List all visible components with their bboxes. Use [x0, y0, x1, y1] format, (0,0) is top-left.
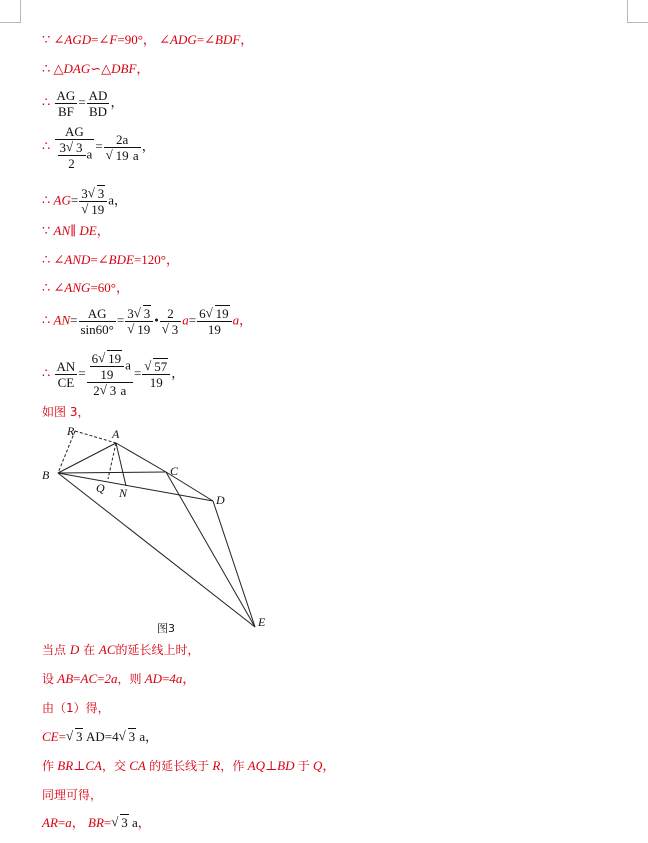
comma: ， — [114, 192, 128, 208]
numerator: AG — [79, 306, 116, 322]
segment-be — [58, 473, 255, 627]
therefore-symbol: ∴ — [42, 252, 51, 267]
figure-caption: 图3 — [157, 622, 175, 635]
fraction-ag-over-sin60 — [79, 306, 116, 337]
text: 当点 — [42, 643, 67, 657]
proof-line-8 — [42, 280, 129, 296]
angle-value: 90° — [124, 32, 143, 47]
proof-line-18: AR=a， BR= √ 3 a， — [42, 814, 151, 830]
angle-adg: ∠ADG — [159, 32, 197, 47]
fraction-2a-over-root19a — [104, 132, 141, 163]
denominator: sin60° — [80, 322, 114, 337]
segment-ar: AR — [42, 815, 58, 830]
radicand: 3 — [97, 186, 105, 201]
text: 的延长线上时， — [115, 643, 200, 657]
angle-value: 120° — [141, 252, 166, 267]
radicand: 3 — [171, 322, 179, 337]
segment-ad: AD — [86, 729, 105, 744]
segment-bc — [58, 472, 166, 473]
angle-agd: ∠AGD — [53, 32, 92, 47]
equals: = — [95, 138, 103, 154]
radicand: 3 — [121, 815, 128, 830]
text: 的延长线于 — [149, 759, 210, 773]
variable-a: a — [131, 815, 138, 830]
comma: ， — [166, 252, 180, 267]
denominator: BF — [57, 104, 74, 119]
comma: ， — [141, 138, 155, 154]
text: ，作 — [220, 759, 245, 773]
proof-line-15: CE= √ 3 AD=4 √ 3 a， — [42, 728, 159, 744]
comma: ， — [136, 61, 150, 76]
coefficient: 2 — [93, 383, 100, 398]
angle-value: 60° — [97, 280, 116, 295]
proof-line-7 — [42, 252, 179, 268]
fraction-3root3-over-root19: 3 √ 3 √ 19 — [125, 306, 153, 337]
equals: = — [133, 365, 142, 381]
comma: ， — [137, 815, 151, 830]
coefficient: 3 — [127, 306, 134, 321]
variable-a: a — [108, 192, 114, 208]
perpendicular-aq-bd: AQ⊥BD — [247, 758, 295, 773]
variable-a: a — [132, 148, 139, 163]
segment-ad: AD — [144, 671, 163, 686]
comma: ， — [322, 758, 336, 773]
equals: = — [116, 312, 125, 328]
segment-aq-dashed — [108, 443, 116, 479]
parallel-statement: AN∥ DE — [53, 223, 97, 238]
therefore-symbol: ∴ — [42, 94, 51, 110]
equals: = — [90, 252, 98, 267]
equals: = — [103, 815, 112, 830]
numerator: AG — [56, 88, 76, 103]
proof-line-4 — [42, 124, 155, 171]
denominator: CE — [57, 375, 75, 390]
numerator: AD — [88, 88, 108, 103]
comma: ， — [110, 94, 124, 110]
comma: ， — [142, 32, 156, 47]
text: 设 — [42, 672, 55, 686]
radicand: 57 — [154, 359, 168, 374]
equals: = — [117, 32, 125, 47]
therefore-symbol: ∴ — [42, 61, 51, 76]
angle-and: ∠AND — [53, 252, 91, 267]
radical: √ 3 — [66, 139, 83, 155]
numerator: 2 — [160, 306, 182, 322]
segment-ce — [166, 472, 255, 627]
fraction-3root3-over-root19: 3 √ 3 √ 19 — [79, 186, 107, 217]
comma: ， — [145, 729, 159, 744]
radicand: 3 — [75, 729, 83, 744]
label-n: N — [119, 486, 128, 500]
variable-a: a — [139, 729, 146, 744]
comma: ， — [171, 365, 185, 381]
segment-br: BR — [88, 815, 104, 830]
numerator: AN — [56, 359, 76, 374]
proof-line-3 — [42, 88, 123, 119]
equals: = — [90, 280, 98, 295]
comma: ， — [182, 671, 196, 686]
perpendicular-br-ca: BR⊥CA — [57, 758, 102, 773]
equals: = — [57, 815, 66, 830]
fraction-6root19-over-19: 6 √ 19 19 — [197, 306, 232, 337]
equals: = — [73, 671, 81, 686]
proof-line-12 — [42, 642, 200, 658]
proof-line-13 — [42, 671, 195, 687]
segment-ra-dashed — [75, 431, 116, 443]
numerator: 2a — [104, 132, 141, 148]
similar-triangles: △DAG∽△DBF — [53, 61, 137, 76]
multiplication-dot: • — [154, 312, 159, 328]
equals: = — [104, 729, 113, 744]
coefficient: 3 — [59, 140, 67, 155]
label-c: C — [170, 464, 179, 478]
text: ，交 — [102, 759, 127, 773]
radicand: 19 — [215, 306, 229, 321]
variable-a: a — [125, 357, 131, 373]
proof-line-16 — [42, 758, 335, 774]
denominator: 2 √ 3 a — [93, 382, 127, 398]
because-symbol: ∵ — [42, 223, 51, 238]
figure-reference: 如图 3， — [42, 405, 90, 419]
text: 在 — [83, 643, 96, 657]
therefore-symbol: ∴ — [42, 365, 51, 381]
equals: = — [70, 192, 79, 208]
page-corner-mark-top-left — [0, 0, 21, 23]
therefore-symbol: ∴ — [42, 280, 51, 295]
fraction-ag-over-expression — [55, 124, 95, 171]
equals: = — [78, 365, 86, 381]
fraction-2-over-root3: 2 √ 3 — [160, 306, 182, 337]
fraction-an-over-ce — [55, 359, 78, 390]
figure-3-diagram — [36, 424, 286, 639]
label-e: E — [258, 615, 266, 629]
denominator — [55, 140, 95, 171]
proof-line-6 — [42, 223, 110, 239]
segment-ag: AG — [53, 192, 71, 208]
comma: ， — [96, 223, 110, 238]
therefore-symbol: ∴ — [42, 312, 51, 328]
numerator: 6 √ 19 19 a — [87, 351, 133, 383]
radicand: 3 — [128, 729, 136, 744]
page-corner-mark-top-right — [627, 0, 648, 23]
fraction-ad-bd — [87, 88, 110, 119]
proof-line-10 — [42, 351, 184, 398]
segment-ca: CA — [129, 758, 146, 773]
radicand: 19 — [137, 322, 151, 337]
equals: = — [196, 32, 205, 47]
numerator: AG — [55, 124, 95, 140]
value-4a: 4a — [169, 671, 183, 686]
segment-ab: AB — [57, 671, 74, 686]
proof-line-1 — [42, 32, 253, 48]
equals: = — [91, 32, 99, 47]
radicand: 19 — [115, 148, 129, 163]
radicand: 19 — [91, 202, 105, 217]
text: 作 — [42, 759, 55, 773]
text: 于 — [297, 759, 310, 773]
therefore-symbol: ∴ — [42, 192, 51, 208]
compound-fraction — [87, 351, 133, 398]
label-b: B — [42, 468, 50, 482]
segment-ac: AC — [98, 642, 116, 657]
proof-line-14: 由（1）得， — [42, 701, 110, 715]
denominator: √ 19 a — [105, 147, 139, 163]
comma: ， — [115, 280, 129, 295]
variable-a: a — [120, 383, 127, 398]
coefficient: 4 — [112, 729, 119, 744]
segment-an — [116, 443, 126, 486]
segment-ce: CE — [42, 729, 59, 744]
fraction-3root3-over-2 — [58, 140, 86, 171]
angle-bde: ∠BDE — [97, 252, 134, 267]
denominator: 2 — [68, 156, 75, 171]
radicand: 3 — [109, 383, 117, 398]
radicand: 3 — [143, 306, 151, 321]
variable-a: a — [182, 312, 189, 328]
comma: ， — [240, 32, 254, 47]
point-q: Q — [313, 758, 323, 773]
equals: = — [133, 252, 142, 267]
equals: = — [188, 312, 197, 328]
equals: = — [78, 94, 86, 110]
comma: ， — [71, 815, 85, 830]
coefficient: 3 — [81, 186, 88, 201]
therefore-symbol: ∴ — [42, 138, 51, 154]
coefficient: 6 — [199, 306, 206, 321]
equals: = — [162, 671, 170, 686]
coefficient: 6 — [91, 351, 99, 366]
radicand: 3 — [76, 140, 83, 155]
proof-line-2 — [42, 61, 149, 77]
comma: ， — [239, 312, 253, 328]
radicand: 19 — [108, 351, 122, 366]
denominator: 19 — [149, 375, 163, 390]
equals: = — [97, 671, 105, 686]
proof-line-9 — [42, 306, 252, 337]
point-d: D — [69, 642, 80, 657]
label-r: R — [67, 424, 75, 438]
angle-ang: ∠ANG — [53, 280, 91, 295]
equals: = — [58, 729, 66, 744]
angle-bdf: ∠BDF — [204, 32, 241, 47]
denominator: 19 — [207, 322, 221, 337]
segment-ac: AC — [80, 671, 98, 686]
segment-ab — [58, 443, 116, 473]
label-d: D — [216, 493, 225, 507]
text: ，则 — [117, 672, 142, 686]
value-2a: 2a — [104, 671, 118, 686]
equals: = — [70, 312, 78, 328]
because-symbol: ∵ — [42, 32, 51, 47]
denominator: BD — [89, 104, 108, 119]
fraction-ag-bf — [55, 88, 78, 119]
proof-line-17: 同理可得， — [42, 788, 103, 802]
segment-an: AN — [53, 312, 71, 328]
variable-a: a — [65, 815, 72, 830]
label-q: Q — [96, 481, 105, 495]
denominator: 19 — [100, 367, 114, 382]
fraction-root57-over-19: √ 57 19 — [142, 359, 170, 390]
angle-f: ∠F — [98, 32, 118, 47]
label-a: A — [112, 427, 120, 441]
point-r: R — [212, 758, 221, 773]
proof-line-5 — [42, 186, 127, 217]
segment-ac — [116, 443, 166, 472]
variable-a: a — [232, 312, 240, 328]
variable-a: a — [86, 146, 93, 162]
